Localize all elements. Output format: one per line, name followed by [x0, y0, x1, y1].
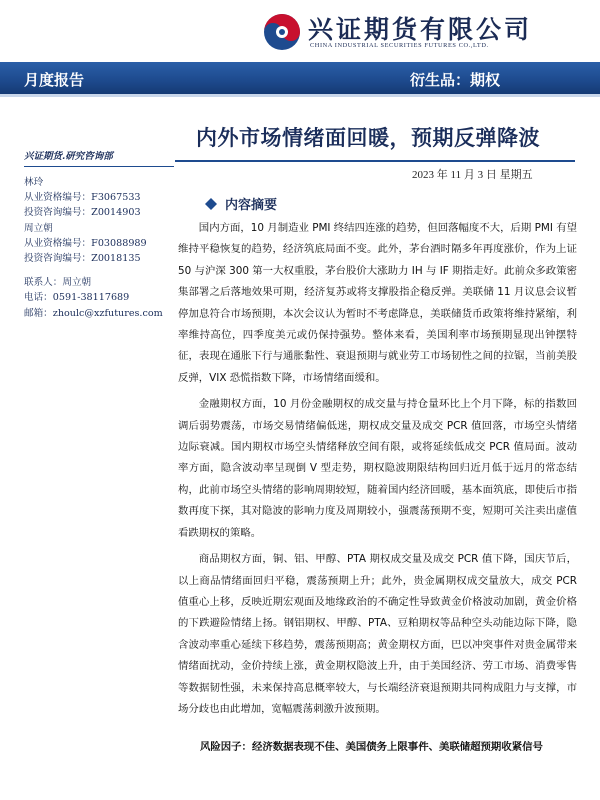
company-header [262, 8, 588, 54]
risk-factors: 风险因子：经济数据表现不佳、美国债务上限事件、美联储超预期收紧信号 [200, 741, 543, 753]
qualification-number: 从业资格编号：F03088989 [24, 237, 147, 249]
analyst-name: 周立朝 [24, 222, 53, 234]
department-name: 兴证期货.研究咨询部 [24, 148, 174, 167]
qualification-number: 从业资格编号：F3067533 [24, 192, 141, 204]
summary-body [178, 218, 577, 725]
analyst-list [24, 175, 174, 321]
summary-heading [205, 194, 277, 213]
paragraph-domestic: 国内方面，10 月制造业 PMI 终结四连涨的趋势，但回落幅度不大，后期 PMI 有望维持平稳恢复的趋势，经济筑底局面不变。此外，茅台酒时隔多年再度涨价，作为上证 50 与沪深 300 第一大权重股，茅台股价大涨助力 IH 与 IF 期指走好。此前众多政策密集部署之后落地效果可期，经济复苏或将支撑股指企稳反弹。美联储 11 月议息会议暂停加息符合市场预期，本次会议认为暂时不考虑降息，美联储货币政策将维持紧缩，利率维持高位，四季度美元或仍保持强势。整体来看，美国利率市场预期显现出钟摆特征，表现在通胀下行与通胀黏性、衰退预期与就业劳工市场韧性之间的拉锯，当前美股反弹，VIX 恐慌指数下降，市场情绪面缓和。 [178, 222, 577, 384]
company-name-en: CHINA INDUSTRIAL SECURITIES FUTURES CO.,LTD. [310, 42, 489, 49]
summary-title: 内容摘要 [225, 198, 278, 213]
analyst-name: 林玲 [24, 177, 44, 188]
company-name-cn: 兴证期货有限公司 [308, 15, 533, 44]
consulting-number: 投资咨询编号：Z0014903 [24, 207, 141, 219]
diamond-bullet-icon [205, 198, 217, 210]
paragraph-commodity-options: 商品期权方面，铜、铝、甲醇、PTA 期权成交量及成交 PCR 值下降，国庆节后，以上商品情绪面回归平稳，震荡预期上升；此外，贵金属期权成交量放大，成交 PCR 值重心上移，反映近期宏观面及地缘政治的不确定性导致黄金价格波动加剧，黄金价格的下跌避险情绪上扬。钢铝期权、甲醇、PTA、豆粕期权等品种空头动能边际下降，隐含波动率重心延续下移趋势，震荡预期高；黄金期权方面，巴以冲突事件对贵金属带来情绪面扰动，金价持续上涨，黄金期权隐波上升，由于美国经济、劳工市场、消费零售等数据韧性强，未来保持高息概率较大，与长端经济衰退预期共同构成阻力与支撑，市场分歧也由此增加，宽幅震荡刺激升波预期。 [178, 553, 577, 715]
report-title: 内外市场情绪面回暖，预期反弹降波 [196, 126, 540, 150]
report-banner [0, 62, 600, 97]
xingzheng-swirl-logo-icon [262, 12, 302, 52]
title-divider [175, 160, 575, 162]
report-date: 2023 年 11 月 3 日 星期五 [412, 169, 533, 181]
report-category-label: 衍生品：期权 [409, 71, 500, 89]
analyst-sidebar [24, 148, 174, 321]
contact-person: 联系人：周立朝 [24, 277, 92, 289]
contact-phone: 电话：0591-38117689 [24, 292, 130, 304]
contact-email: 邮箱：zhoulc@xzfutures.com [24, 307, 163, 319]
consulting-number: 投资咨询编号：Z0018135 [24, 253, 141, 265]
paragraph-financial-options: 金融期权方面，10 月份金融期权的成交量与持仓量环比上个月下降，标的指数回调后弱势震荡，市场交易情绪偏低迷，期权成交量及成交 PCR 值回落，市场空头情绪边际衰减。国内期权市场空头情绪释放空间有限，或将延续低成交 PCR 值局面。波动率方面，隐含波动率呈现倒 V 型走势，期权隐波期限结构回归近月低于远月的常态结构，此前市场空头情绪的影响周期较短，随着国内经济回暖，基本面筑底，即使后市指数再度下探，其对隐波的影响力度及周期较小，强震荡预期不变，短期可关注卖出虚值看跌期权的策略。 [178, 398, 577, 539]
report-type-label: 月度报告 [24, 71, 85, 89]
